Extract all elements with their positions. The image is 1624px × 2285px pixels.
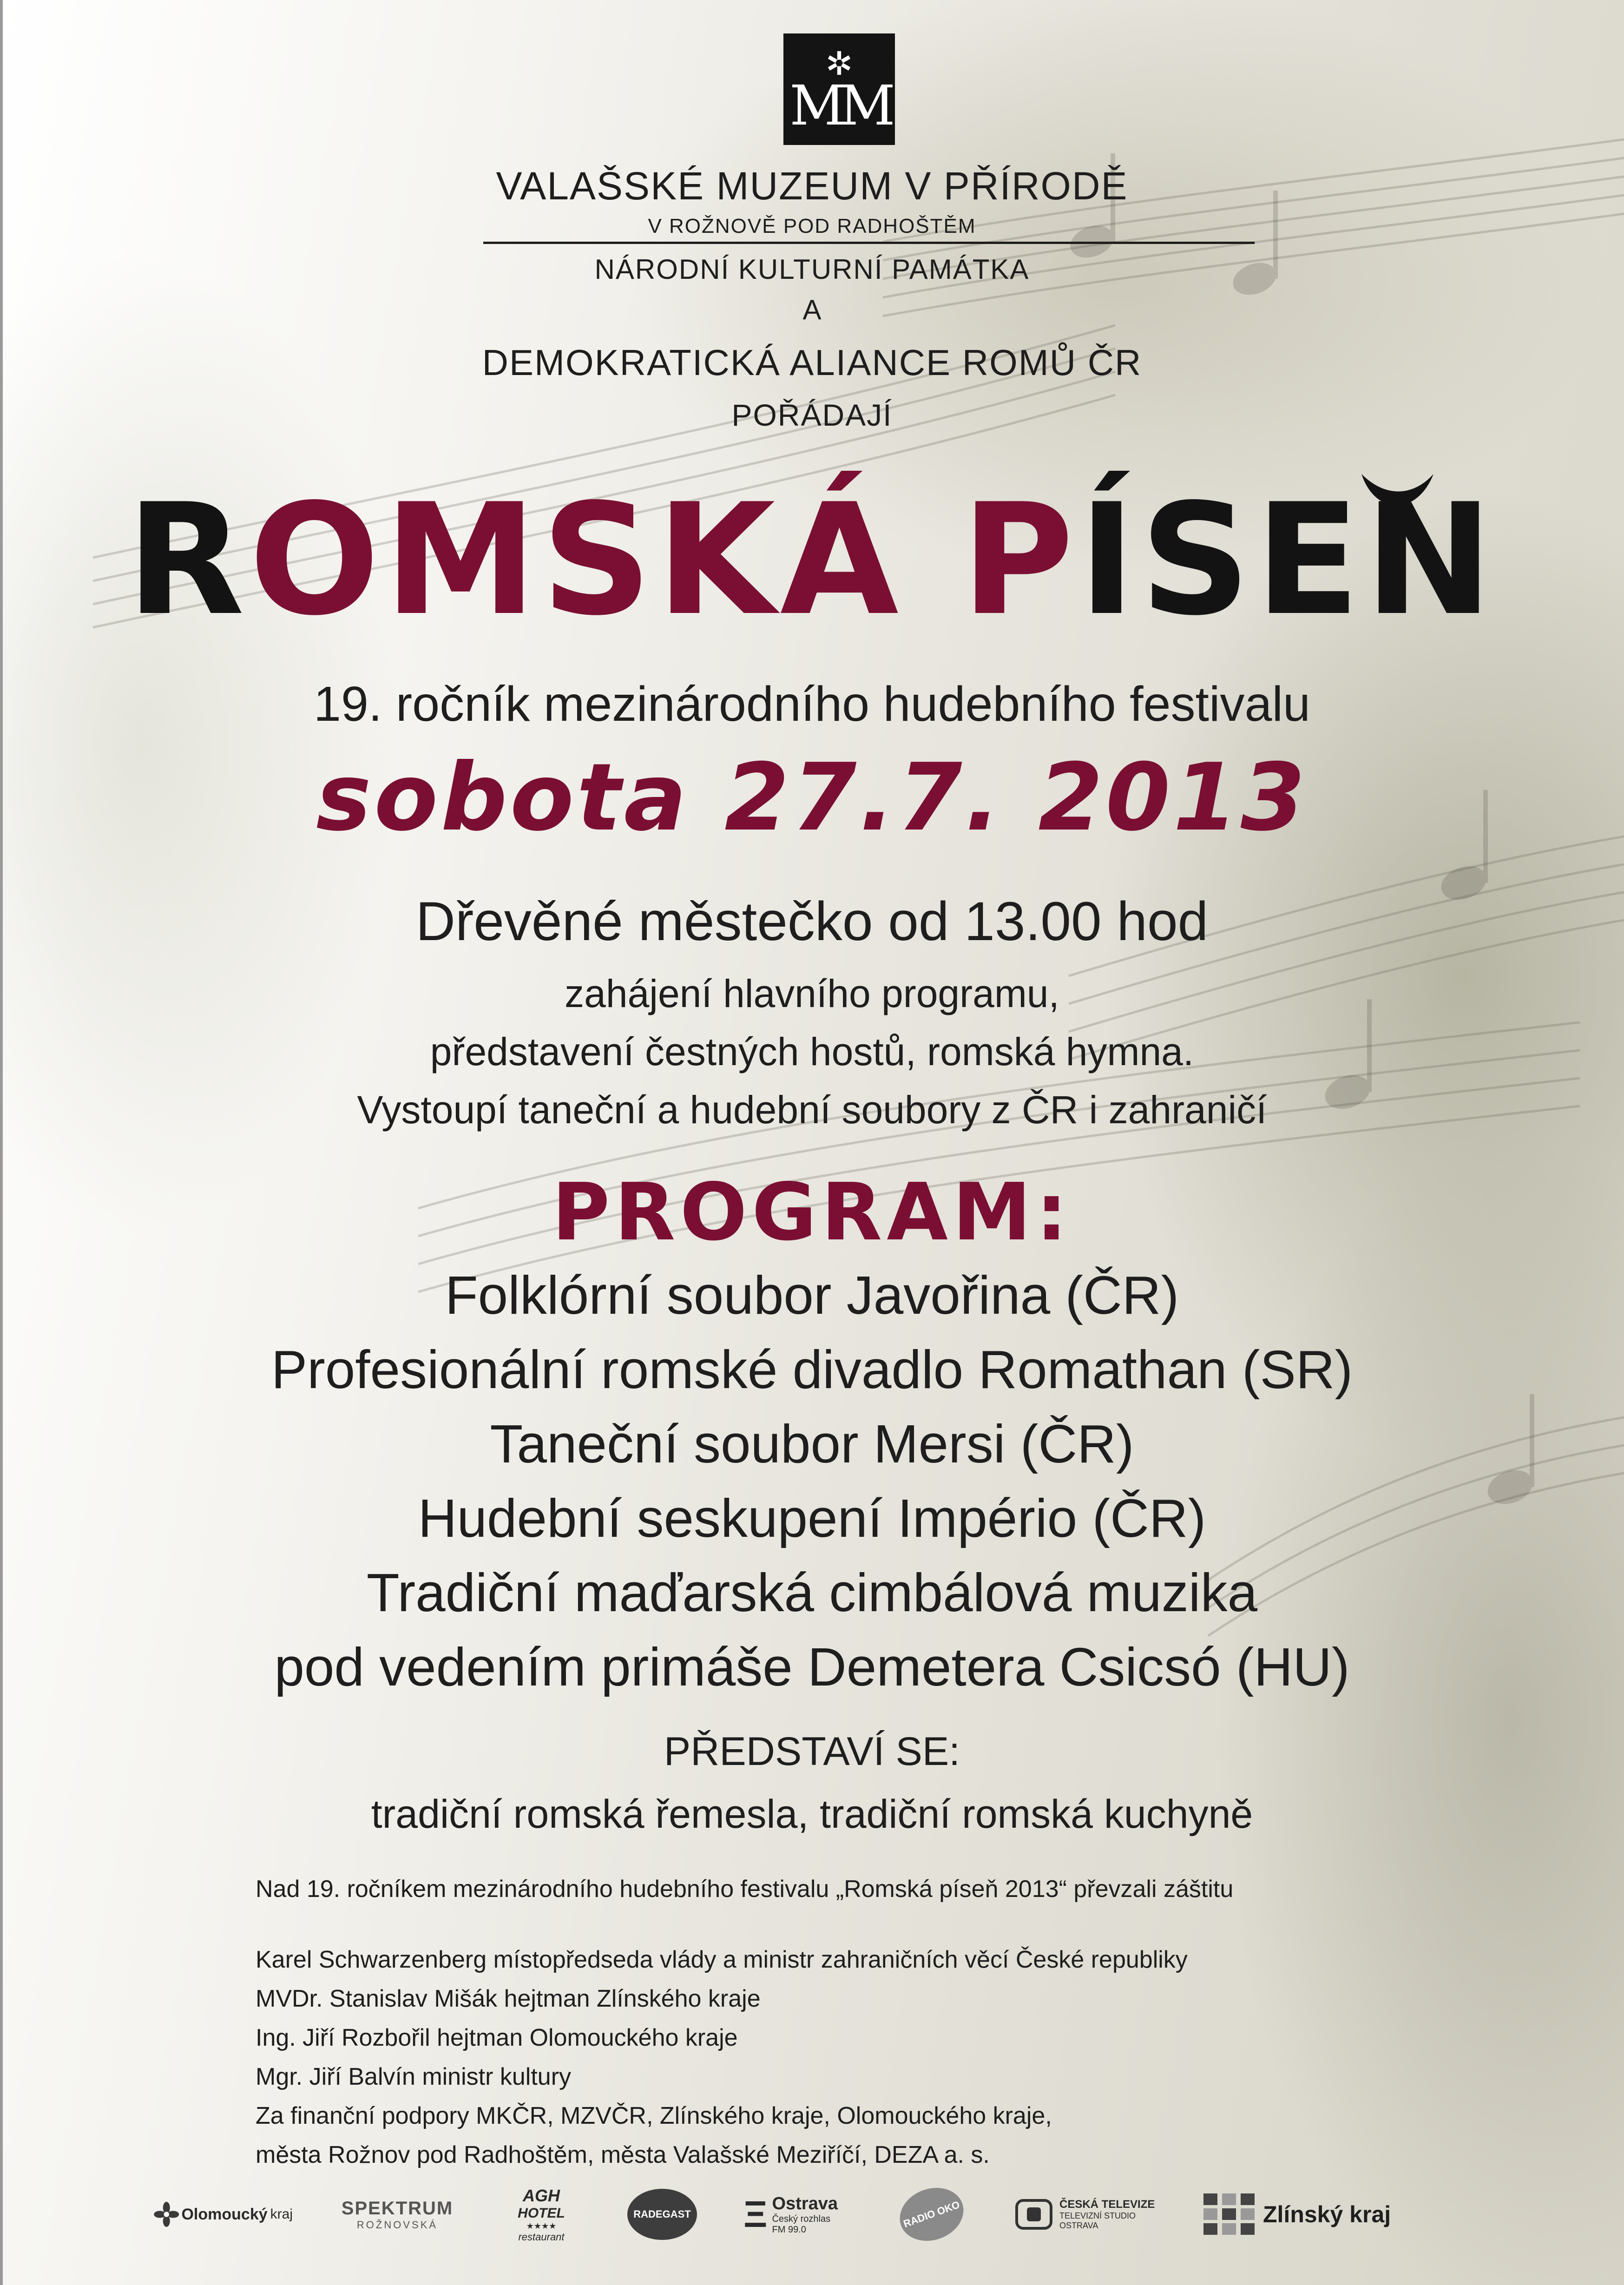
agh-label: AGH (523, 2186, 560, 2205)
museum-logo (783, 33, 895, 145)
museum-monogram: MM (789, 73, 889, 138)
title-part-dark-2: ÍSEN (1078, 471, 1498, 649)
opening-line-1: zahájení hlavního programu, (565, 972, 1059, 1015)
patronage-intro: Nad 19. ročníkem mezinárodního hudebního festivalu „Romská píseň 2013“ převzali záštitu (256, 1876, 1234, 1903)
ceska-televize-logo (1013, 2175, 1199, 2254)
ostrava-sub2-label: FM 99.0 (772, 2224, 806, 2235)
olomoucky-label: Olomoucký (181, 2205, 268, 2223)
ct-label-2: TELEVIZNÍ STUDIO (1059, 2211, 1136, 2220)
program-item: Profesionální romské divadlo Romathan (SR) (271, 1339, 1353, 1400)
ostrava-label: Ostrava (772, 2193, 838, 2213)
rozhlas-icon: Ξ (743, 2193, 768, 2235)
flower-icon (153, 2193, 179, 2235)
presents-heading: PŘEDSTAVÍ SE: (664, 1729, 960, 1774)
program-heading: PROGRAM: (552, 1166, 1072, 1258)
program-item: Tradiční maďarská cimbálová muzika (366, 1562, 1258, 1623)
program-item: pod vedením primáše Demetera Csicsó (HU) (274, 1637, 1350, 1697)
patron-line: města Rožnov pod Radhoštěm, města Valašské Meziříčí, DEZA a. s. (256, 2141, 990, 2168)
patron-line: Mgr. Jiří Balvín ministr kultury (256, 2063, 572, 2090)
agh-restaurant-label: restaurant (518, 2231, 565, 2243)
radio-oko-logo (892, 2175, 971, 2254)
organize-verb: POŘÁDAJÍ (731, 398, 893, 432)
cesky-rozhlas-ostrava-logo (743, 2175, 860, 2254)
zlinsky-kraj-logo (1203, 2175, 1436, 2254)
spektrum-sub-label: ROŽNOVSKÁ (356, 2219, 438, 2231)
spektrum-label: SPEKTRUM (341, 2198, 454, 2219)
agh-hotel-label: HOTEL (518, 2205, 565, 2221)
header-divider (483, 242, 1255, 244)
patron-line: MVDr. Stanislav Mišák hejtman Zlínského kraje (256, 1985, 761, 2012)
program-item: Hudební seskupení Império (ČR) (418, 1488, 1206, 1548)
title-part-maroon: OMSKÁ P (249, 471, 1078, 649)
patron-line: Karel Schwarzenberg místopředseda vlády a ministr zahraničních věcí České republiky (256, 1946, 1188, 1973)
radegast-logo (623, 2175, 702, 2254)
venue-time: Dřevěné městečko od 13.00 hod (415, 891, 1209, 952)
radio-oko-label: RADIO OKO (892, 2179, 971, 2249)
museum-location: V ROŽNOVĚ POD RADHOŠTĚM (648, 215, 976, 237)
conjunction: A (802, 294, 822, 325)
ostrava-sub1-label: Český rozhlas (772, 2213, 831, 2224)
opening-line-2: představení čestných hostů, romská hymna. (430, 1030, 1194, 1073)
program-item: Taneční soubor Mersi (ČR) (490, 1414, 1134, 1474)
museum-name: VALAŠSKÉ MUZEUM V PŘÍRODĚ (496, 164, 1128, 208)
landmark-status: NÁRODNÍ KULTURNÍ PAMÁTKA (594, 254, 1030, 285)
opening-line-3: Vystoupí taneční a hudební soubory z ČR i zahraničí (357, 1088, 1267, 1132)
festival-edition: 19. ročník mezinárodního hudebního festivalu (314, 677, 1310, 731)
ct-label-3: OSTRAVA (1059, 2221, 1098, 2230)
presents-text: tradiční romská řemesla, tradiční romská kuchyně (371, 1792, 1253, 1837)
olomoucky-kraj-label: kraj (270, 2206, 293, 2222)
zlinsky-label: Zlínský kraj (1263, 2201, 1391, 2227)
rosette-icon: ✲ (825, 45, 853, 83)
ct-label-1: ČESKÁ TELEVIZE (1059, 2198, 1155, 2211)
zlinsky-grid-icon (1203, 2193, 1255, 2235)
patron-list (256, 1940, 1188, 2174)
agh-stars-icon: ★★★★ (526, 2221, 557, 2231)
program-item: Folklórní soubor Javořina (ČR) (445, 1265, 1179, 1325)
spektrum-logo (335, 2175, 460, 2254)
festival-date: sobota 27.7. 2013 (316, 744, 1308, 852)
patron-line: Ing. Jiří Rozbořil hejtman Olomouckého kraje (256, 2024, 738, 2051)
patron-line: Za finanční podpory MKČR, MZVČR, Zlínského kraje, Olomouckého kraje, (256, 2102, 1052, 2129)
ct-icon (1013, 2193, 1055, 2235)
radegast-label: RADEGAST (627, 2189, 697, 2240)
olomoucky-kraj-logo (153, 2175, 293, 2254)
title-caron-mark (1357, 469, 1436, 520)
title-part-dark-1: R (126, 471, 250, 649)
sponsor-logos (153, 2175, 1547, 2254)
co-organizer-name: DEMOKRATICKÁ ALIANCE ROMŮ ČR (482, 342, 1142, 383)
agh-hotel-logo (511, 2175, 572, 2254)
